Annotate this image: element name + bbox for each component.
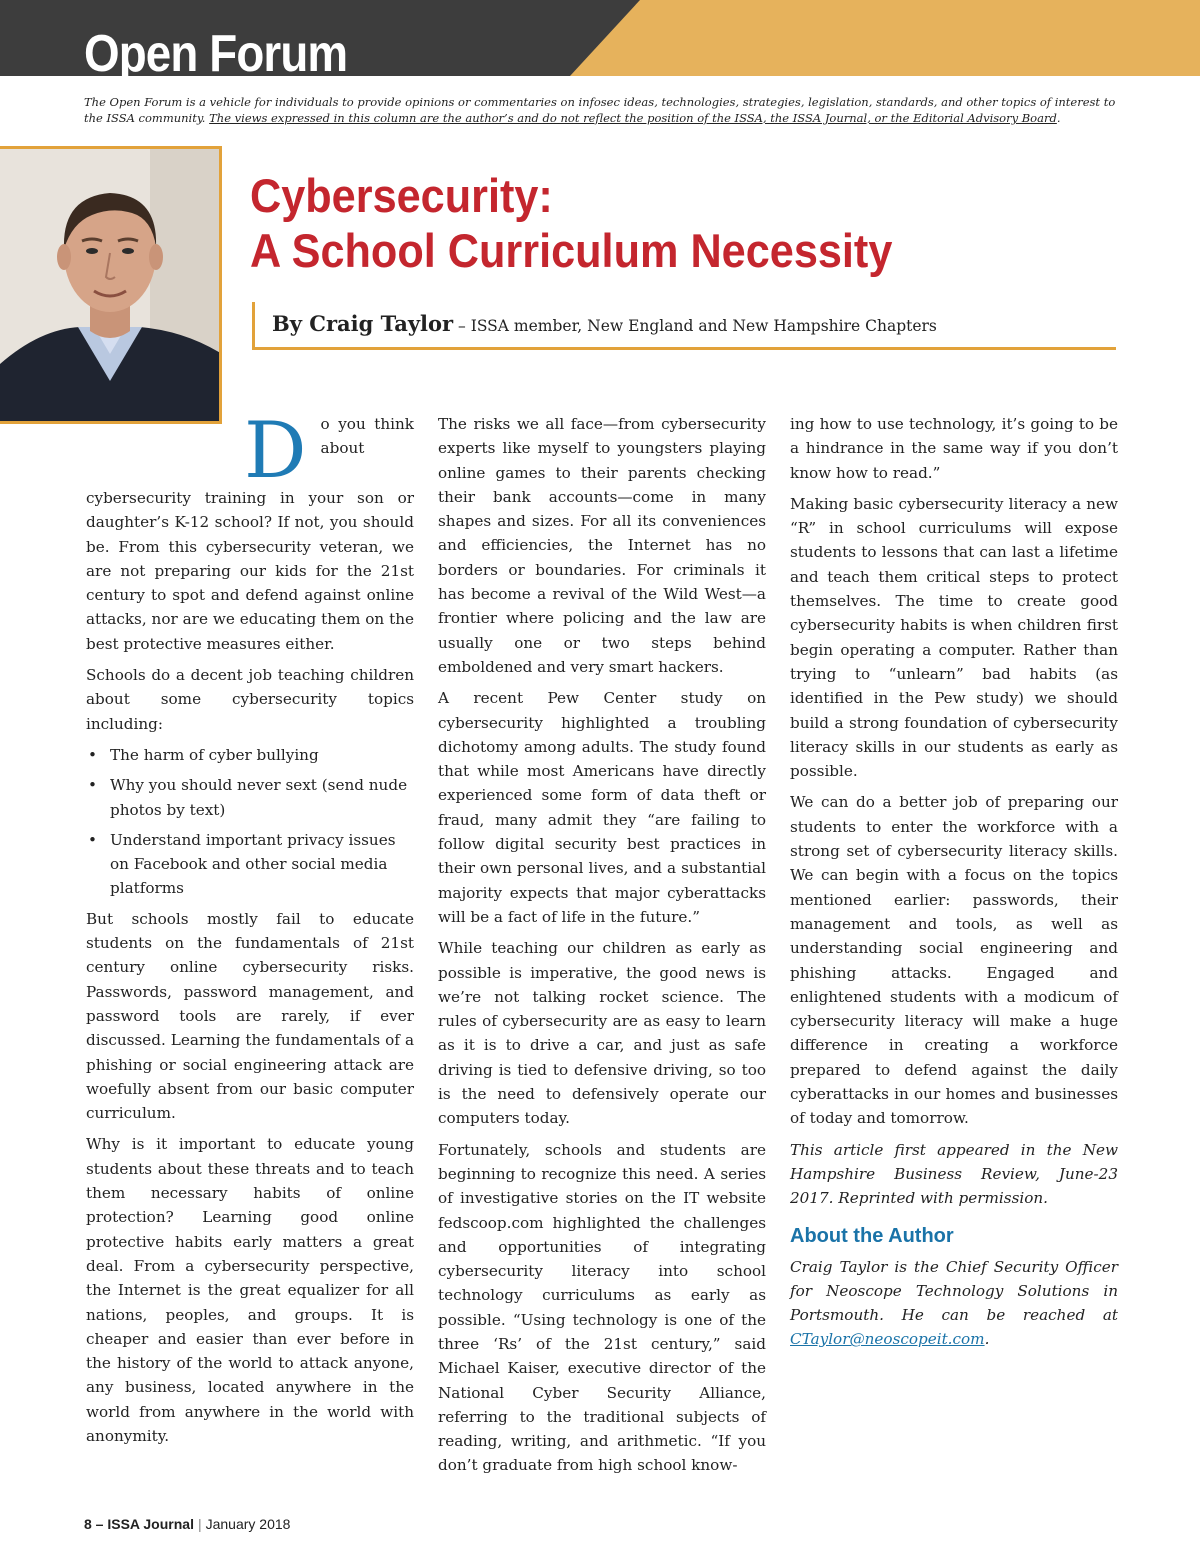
reprint-note: This article first appeared in the New Hampshire Business Review, June-23 2017. Reprinted with permission. bbox=[790, 1140, 1118, 1208]
article-title-line-2: A School Curriculum Necessity bbox=[250, 224, 893, 277]
list-item: • Understand important privacy issues on Facebook and other social media platforms bbox=[86, 828, 414, 901]
about-author-end: . bbox=[984, 1330, 990, 1349]
about-author-bio: Craig Taylor is the Chief Security Officer for Neoscope Technology Solutions in Portsmouth. He can be reached at bbox=[790, 1257, 1118, 1325]
paragraph-why: Why is it important to educate young students about these threats and to teach them necessary habits of online protection? Learning good online protective habits early matters a great deal. From a cybersecurity perspective, the Internet is the great equalizer for all nations, peoples, and groups. It is cheaper and easier than ever before in the history of the world to attack anyone, any business, located anywhere in the world from anywhere in the world with anonymity. bbox=[86, 1135, 414, 1445]
byline bbox=[272, 310, 937, 340]
about-author-heading: About the Author bbox=[790, 1224, 954, 1247]
article-column-2 bbox=[438, 412, 766, 1485]
page-footer bbox=[84, 1516, 290, 1532]
open-forum-disclaimer bbox=[84, 94, 1124, 126]
paragraph-teaching: While teaching our children as early as possible is imperative, the good news is we’re not talking rocket science. The rules of cybersecurity are as easy to learn as it is to drive a car, and just as safe driving is tied to defensive driving, so too is the need to defensively operate our computers today. bbox=[438, 939, 766, 1128]
author-email-link[interactable]: CTaylor@neoscopeit.com bbox=[790, 1330, 985, 1349]
footer-page-journal: 8 – ISSA Journal bbox=[84, 1516, 194, 1532]
paragraph-continued: ing how to use technology, it’s going to be a hindrance in the same way if you don’t know how to read.” bbox=[790, 415, 1118, 482]
article-title bbox=[250, 168, 892, 278]
disclaimer-end: . bbox=[1056, 111, 1061, 125]
article-title-line-1: Cybersecurity: bbox=[250, 169, 553, 222]
paragraph-pew: A recent Pew Center study on cybersecurity highlighted a troubling dichotomy among adults. The study found that while most Americans have directly experienced some form of data theft or fraud, many admit they “are failing to follow digital security best practices in their own personal lives, and a substantial majority expects that major cyberattacks will be a fact of life in the future.” bbox=[438, 689, 766, 926]
footer-date: January 2018 bbox=[205, 1516, 291, 1532]
article-column-3 bbox=[790, 412, 1118, 1359]
paragraph-schools: Schools do a decent job teaching children about some cybersecurity topics including: bbox=[86, 666, 414, 733]
paragraph-new-r: Making basic cybersecurity literacy a new “R” in school curriculums will expose students to lessons that can last a lifetime and teach them critical steps to protect themselves. The time to create good cybersecurity habits is when children first begin operating a computer. Rather than trying to “unlearn” bad habits (as identified in the Pew study) we should build a strong foundation of cybersecurity literacy skills in our students as early as possible. bbox=[790, 494, 1118, 781]
disclaimer-text: The Open Forum is a vehicle for individuals to provide opinions or commentaries on infosec ideas, technologies, strategies, legislation, standards, and other topics of interest to the ISSA community. bbox=[84, 95, 1116, 125]
paragraph-risks: The risks we all face—from cybersecurity experts like myself to youngsters playing online games to their parents checking their bank accounts—come in many shapes and sizes. For all its conveniences and efficiencies, the Internet has no borders or boundaries. For criminals it has become a revival of the Wild West—a frontier where policing and the law are usually one or two steps behind emboldened and very smart hackers. bbox=[438, 415, 766, 676]
author-photo bbox=[0, 146, 222, 424]
disclaimer-views-note: The views expressed in this column are the author’s and do not reflect the position of the ISSA, the ISSA Journal, or the Editorial Advisory Board bbox=[209, 111, 1057, 125]
drop-cap: D bbox=[244, 406, 307, 496]
paragraph-intro bbox=[86, 406, 414, 656]
paragraph-workforce: We can do a better job of preparing our students to enter the workforce with a strong set of cybersecurity literacy skills. We can begin with a focus on the topics mentioned earlier: passwords, their management and tools, as well as understanding social engineering and phishing attacks. Engaged and enlightened students with a modicum of cybersecurity literacy will make a huge difference in creating a workforce prepared to defend against the daily cyberattacks in our homes and businesses of today and tomorrow. bbox=[790, 793, 1118, 1128]
about-author-text bbox=[790, 1255, 1118, 1352]
paragraph-fortunately: Fortunately, schools and students are beginning to recognize this need. A series of investigative stories on the IT website fedscoop.com highlighted the challenges and opportunities of integrating cybersecurity literacy into school technology curriculums as early as possible. “Using technology is one of the three ‘Rs’ of the 21st century,” said Michael Kaiser, executive director of the National Cyber Security Alliance, referring to the traditional subjects of reading, writing, and arithmetic. “If you don’t graduate from high school know- bbox=[438, 1140, 766, 1475]
paragraph-fail: But schools mostly fail to educate students on the fundamentals of 21st century online cybersecurity risks. Passwords, password management, and password tools are rarely, if ever discussed. Learning the fundamentals of a phishing or social engineering attack are woefully absent from our basic computer curriculum. bbox=[86, 909, 414, 1123]
footer-separator: | bbox=[197, 1516, 202, 1532]
author-portrait-icon bbox=[0, 149, 222, 424]
paragraph-intro-text: o you think about cybersecurity training in your son or daughter’s K-12 school? If not, you should be. From this cybersecurity veteran, we are not preparing our kids for the 21st century to spot and defend against online attacks, nor are we educating them on the best protective measures either. bbox=[86, 415, 414, 653]
section-title: Open Forum bbox=[84, 25, 348, 83]
list-item: • Why you should never sext (send nude photos by text) bbox=[86, 773, 414, 822]
list-item: • The harm of cyber bullying bbox=[86, 743, 414, 767]
byline-author: By Craig Taylor bbox=[272, 311, 454, 336]
byline-affiliation: – ISSA member, New England and New Hampshire Chapters bbox=[453, 317, 937, 335]
article-column-1 bbox=[86, 406, 414, 1455]
topics-list bbox=[86, 743, 414, 901]
